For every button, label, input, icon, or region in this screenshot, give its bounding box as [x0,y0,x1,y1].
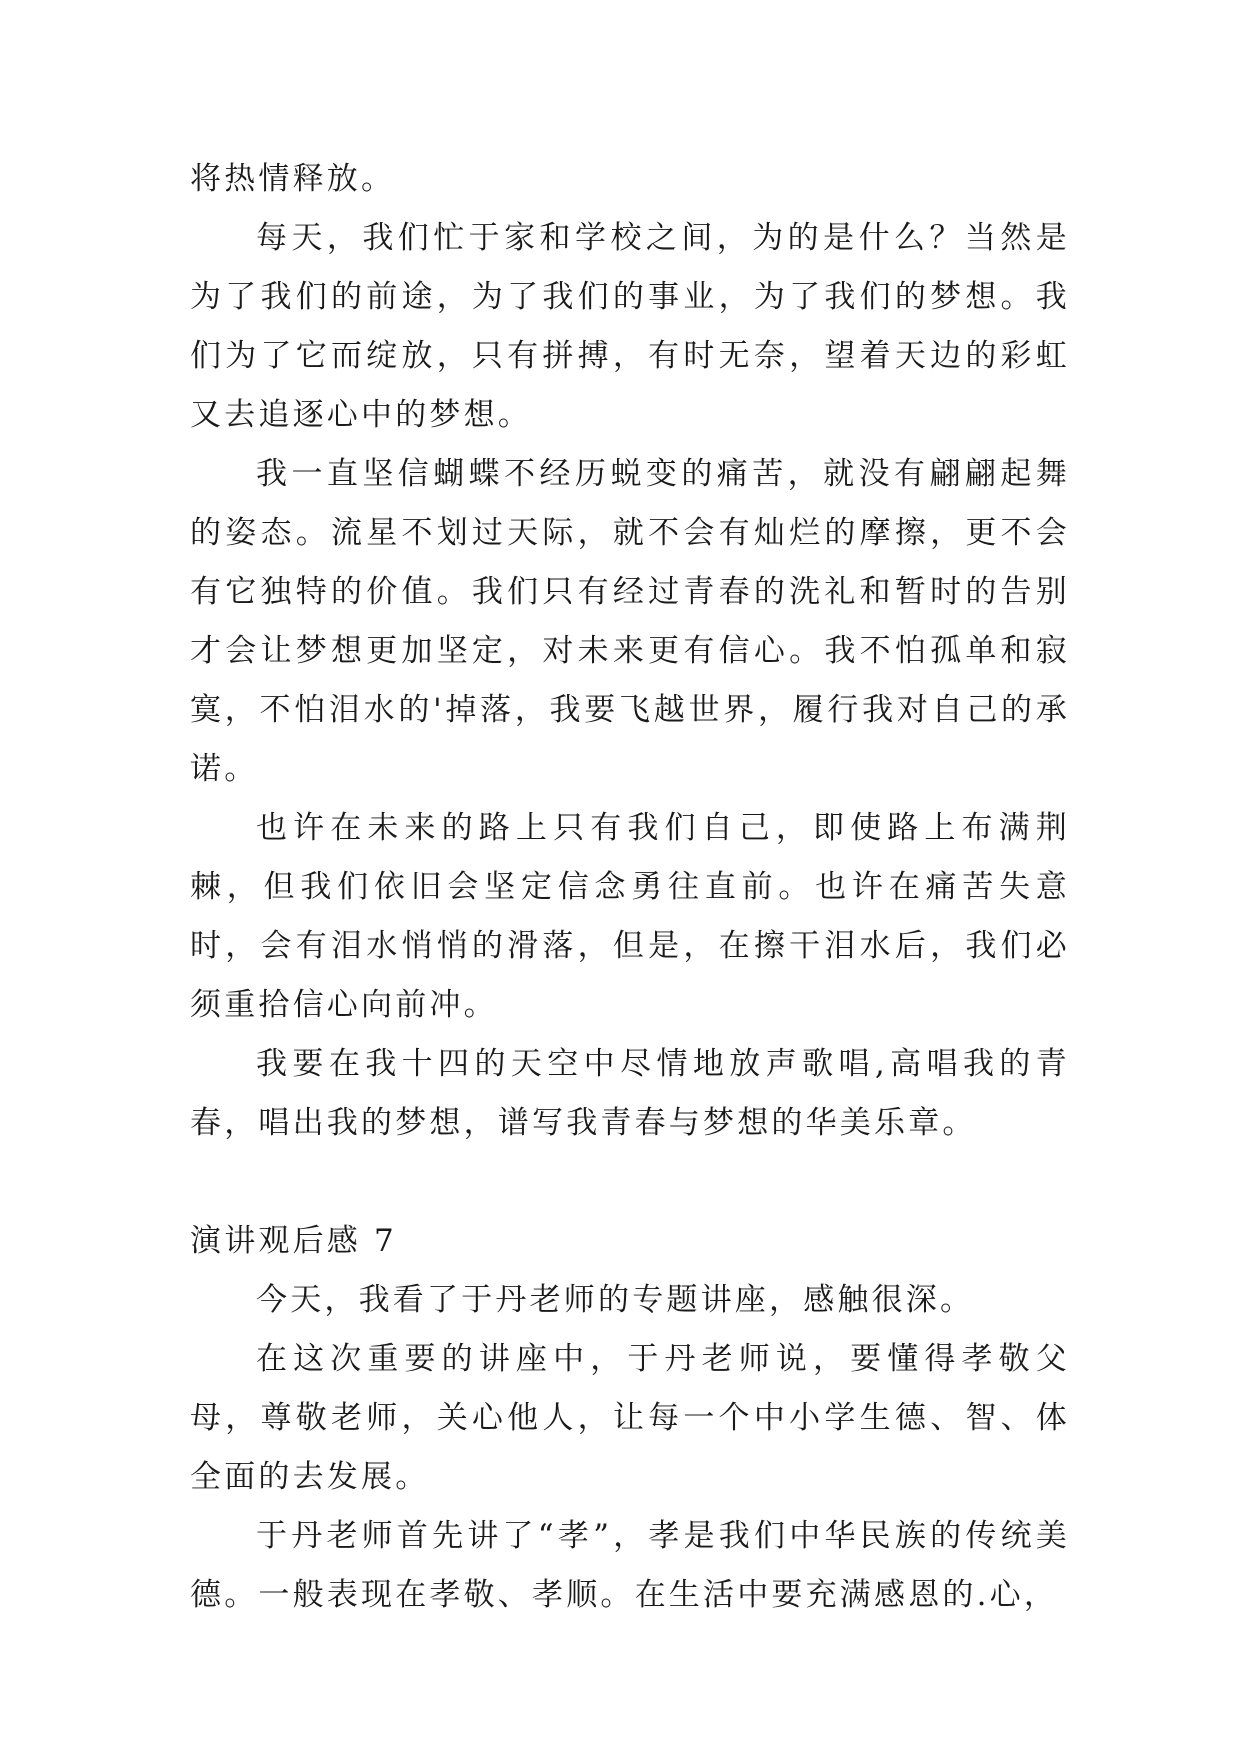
paragraph: 今天，我看了于丹老师的专题讲座，感触很深。 [256,1282,975,1318]
section-title: 演讲观后感 7 [190,1223,397,1259]
document-body [190,150,1070,1625]
paragraph: 也许在未来的路上只有我们自己，即使路上布满荆棘，但我们依旧会坚定信念勇往直前。也许在痛苦失意时，会有泪水悄悄的滑落，但是，在擦干泪水后，我们必须重拾信心向前冲。 [190,810,1070,1023]
paragraph: 我要在我十四的天空中尽情地放声歌唱,高唱我的青春，唱出我的梦想，谱写我青春与梦想的华美乐章。 [190,1046,1070,1141]
paragraph: 将热情释放。 [190,161,396,197]
paragraph: 我一直坚信蝴蝶不经历蜕变的痛苦，就没有翩翩起舞的姿态。流星不划过天际，就不会有灿烂的摩擦，更不会有它独特的价值。我们只有经过青春的洗礼和暂时的告别才会让梦想更加坚定，对未来更有信心。我不怕孤单和寂寞，不怕泪水的'掉落，我要飞越世界，履行我对自己的承诺。 [190,456,1070,787]
paragraph: 于丹老师首先讲了“孝”，孝是我们中华民族的传统美德。一般表现在孝敬、孝顺。在生活中要充满感恩的.心， [190,1518,1070,1613]
paragraph: 在这次重要的讲座中，于丹老师说，要懂得孝敬父母，尊敬老师，关心他人，让每一个中小学生德、智、体全面的去发展。 [190,1341,1070,1495]
paragraph: 每天，我们忙于家和学校之间，为的是什么？当然是为了我们的前途，为了我们的事业，为了我们的梦想。我们为了它而绽放，只有拼搏，有时无奈，望着天边的彩虹又去追逐心中的梦想。 [190,220,1070,433]
